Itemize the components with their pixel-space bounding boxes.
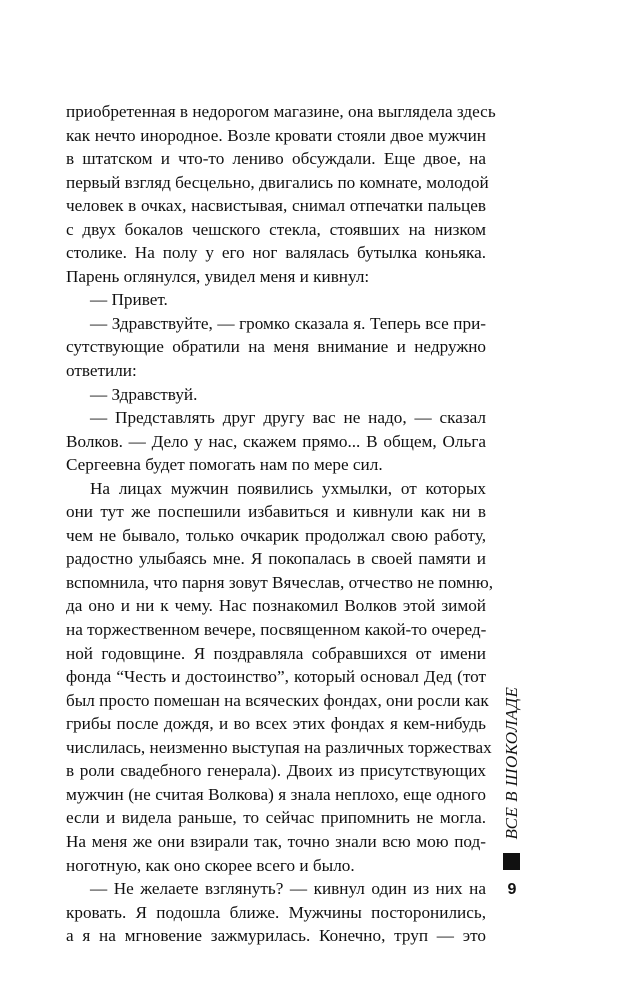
text-line: если и видела раньше, то сейчас припомнить не могла. — [66, 808, 486, 828]
text-line: На меня же они взирали так, точно знали всю мою под- — [66, 831, 486, 851]
text-line: как нечто инородное. Возле кровати стояли двое мужчин — [66, 125, 486, 145]
text-line: — Привет. — [90, 290, 168, 310]
book-title-text: ВСЕ В ШОКОЛАДЕ — [502, 686, 521, 840]
text-line: первый взгляд бесцельно, двигались по комнате, молодой — [66, 172, 489, 192]
text-line: человек в очках, насвистывая, снимал отпечатки пальцев — [66, 196, 486, 216]
text-line: мужчин (не считая Волкова) я знала неплохо, еще одного — [66, 784, 486, 804]
text-line: — Не желаете взглянуть? — кивнул один из них на — [90, 879, 486, 899]
text-line: На лицах мужчин появились ухмылки, от которых — [90, 478, 486, 498]
text-line: кровать. Я подошла ближе. Мужчины посторонились, — [66, 902, 486, 922]
text-line: столике. На полу у его ног валялась бутылка коньяка. — [66, 243, 486, 263]
page-number: 9 — [507, 881, 517, 898]
text-line: в роли свадебного генерала). Двоих из присутствующих — [66, 761, 486, 781]
text-line: грибы после дождя, и во всех этих фондах я кем-нибудь — [66, 714, 486, 734]
text-line: числилась, неизменно выступая на различных торжествах — [66, 737, 492, 757]
text-line: вспомнила, что парня зовут Вячеслав, отчество не помню, — [66, 572, 494, 592]
body-text — [66, 100, 496, 948]
text-line: ной годовщине. Я поздравляла собравшихся от имени — [66, 643, 486, 663]
text-line: Сергеевна будет помогать нам по мере сил. — [66, 455, 383, 475]
text-line: Парень оглянулся, увидел меня и кивнул: — [66, 266, 370, 286]
text-line: ответили: — [66, 361, 137, 381]
book-title-vertical — [500, 678, 524, 848]
section-marker-square — [503, 853, 520, 870]
text-line: радостно улыбаясь мне. Я покопалась в своей памяти и — [66, 549, 486, 569]
text-line: да оно и ни к чему. Нас познакомил Волков этой зимой — [66, 596, 486, 616]
text-line: фонда “Честь и достоинство”, который основал Дед (тот — [66, 667, 486, 687]
text-line: на торжественном вечере, посвященном какой-то очеред- — [66, 620, 487, 640]
text-line: сутствующие обратили на меня внимание и недружно — [66, 337, 486, 357]
text-line: — Представлять друг другу вас не надо, — сказал — [90, 408, 486, 428]
text-line: — Здравствуй. — [90, 384, 198, 404]
text-line: приобретенная в недорогом магазине, она выглядела здесь — [66, 102, 496, 121]
text-line: — Здравствуйте, — громко сказала я. Теперь все при- — [90, 313, 486, 333]
text-line: в штатском и что-то лениво обсуждали. Еще двое, на — [66, 149, 486, 169]
text-line: ноготную, как оно скорее всего и было. — [66, 855, 355, 875]
text-line: чем не бывало, только очкарик продолжал свою работу, — [66, 525, 486, 545]
text-line: Волков. — Дело у нас, скажем прямо... В общем, Ольга — [66, 431, 486, 451]
text-line: был просто помешан на всяческих фондах, они росли как — [66, 690, 489, 710]
text-line: а я на мгновение зажмурилась. Конечно, труп — это — [66, 926, 486, 946]
text-line: они тут же поспешили избавиться и кивнули как ни в — [66, 502, 486, 522]
text-line: с двух бокалов чешского стекла, стоявших на низком — [66, 219, 486, 239]
